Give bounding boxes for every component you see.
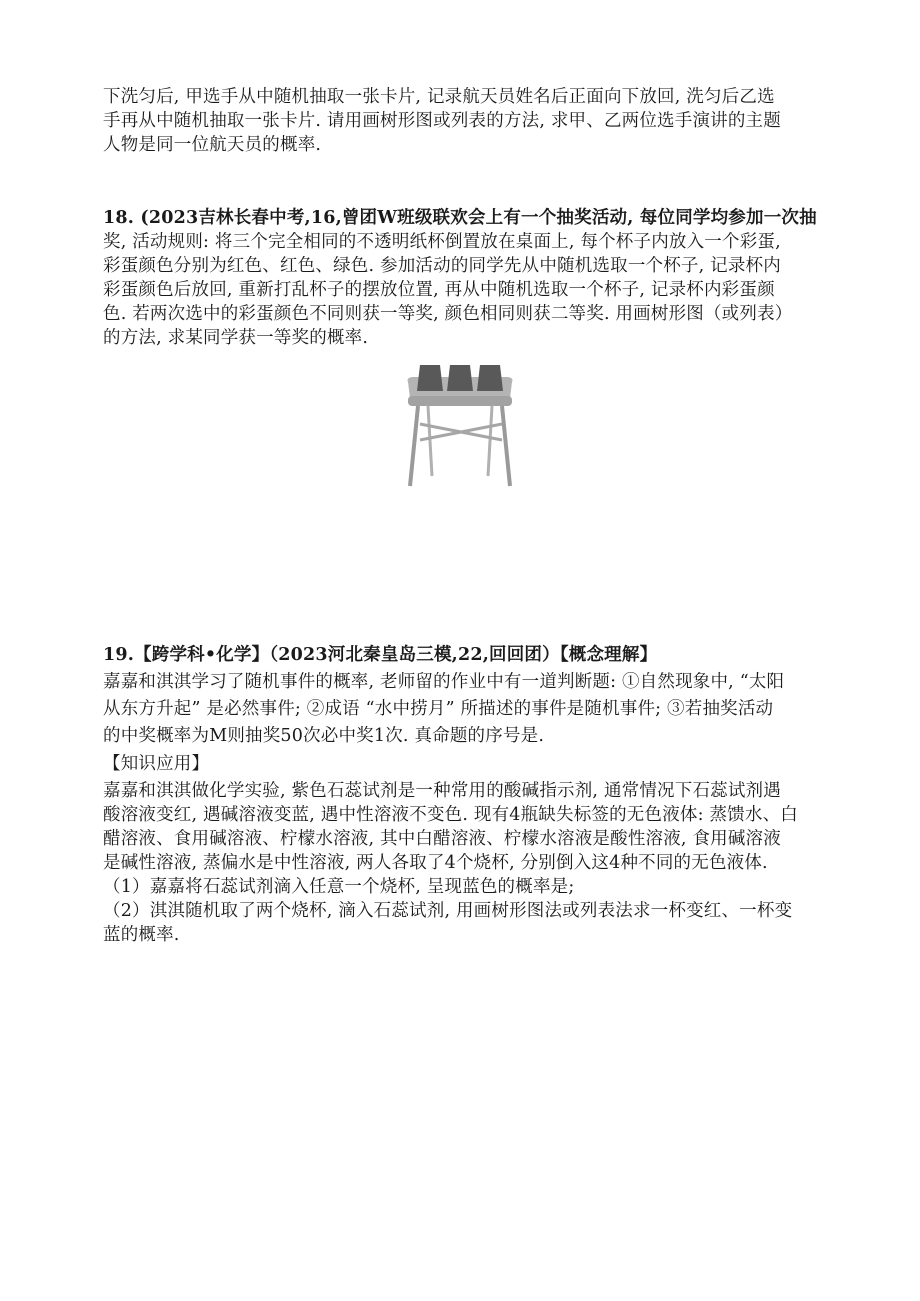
- sub-question-2: （2）淇淇随机取了两个烧杯, 滴入石蕊试剂, 用画树形图法或列表法求一杯变红、一杯变: [103, 901, 793, 921]
- text-line: 人物是同一位航天员的概率.: [103, 135, 322, 155]
- question-17-continuation: [103, 85, 815, 157]
- text-line: 的方法, 求某同学获一等奖的概率.: [103, 328, 369, 348]
- question-19-header: 19.【跨学科•化学】（2023河北秦皇岛三模,22,回回团）【概念理解】: [103, 645, 658, 665]
- text-line: 蓝的概率.: [103, 925, 180, 945]
- text-line: 醋溶液、食用碱溶液、柠檬水溶液, 其中白醋溶液、柠檬水溶液是酸性溶液, 食用碱溶液: [103, 829, 781, 849]
- text-line: 奖, 活动规则: 将三个完全相同的不透明纸杯倒置放在桌面上, 每个杯子内放入一个彩蛋,: [103, 232, 781, 252]
- text-line: 的中奖概率为M则抽奖50次必中奖1次. 真命题的序号是.: [103, 726, 545, 746]
- text-line: 酸溶液变红, 遇碱溶液变蓝, 遇中性溶液不变色. 现有4瓶缺失标签的无色液体: 蒸馈水、白: [103, 805, 798, 825]
- table-with-cups-icon: [398, 360, 522, 488]
- table-with-cups-figure: [398, 360, 522, 488]
- question-18-header: 18. (2023吉林长春中考,16,曾团W班级联欢会上有一个抽奖活动, 每位同学均参加一次抽: [103, 208, 817, 228]
- text-line: 嘉嘉和淇淇做化学实验, 紫色石蕊试剂是一种常用的酸碱指示剂, 通常情况下石蕊试剂遇: [103, 781, 781, 801]
- text-line: 从东方升起” 是必然事件; ②成语 “水中捞月” 所描述的事件是随机事件; ③若抽奖活动: [103, 699, 774, 719]
- text-line: 是碱性溶液, 蒸偏水是中性溶液, 两人各取了4个烧杯, 分别倒入这4种不同的无色液体.: [103, 853, 768, 873]
- sub-question-1: （1）嘉嘉将石蕊试剂滴入任意一个烧杯, 呈现蓝色的概率是;: [103, 877, 575, 897]
- text-line: 嘉嘉和淇淇学习了随机事件的概率, 老师留的作业中有一道判断题: ①自然现象中, “太阳: [103, 672, 785, 692]
- question-19: [103, 642, 815, 947]
- question-18: [103, 206, 815, 350]
- knowledge-application-title: 【知识应用】: [103, 754, 210, 774]
- text-line: 彩蛋颜色分别为红色、红色、绿色. 参加活动的同学先从中随机选取一个杯子, 记录杯内: [103, 256, 781, 276]
- text-line: 色. 若两次选中的彩蛋颜色不同则获一等奖, 颜色相同则获二等奖. 用画树形图（或列表）: [103, 304, 793, 324]
- text-line: 彩蛋颜色后放回, 重新打乱杯子的摆放位置, 再从中随机选取一个杯子, 记录杯内彩蛋颜: [103, 280, 775, 300]
- text-line: 下洗匀后, 甲选手从中随机抽取一张卡片, 记录航天员姓名后正面向下放回, 洗匀后乙选: [103, 87, 775, 107]
- text-line: 手再从中随机抽取一张卡片. 请用画树形图或列表的方法, 求甲、乙两位选手演讲的主题: [103, 111, 781, 131]
